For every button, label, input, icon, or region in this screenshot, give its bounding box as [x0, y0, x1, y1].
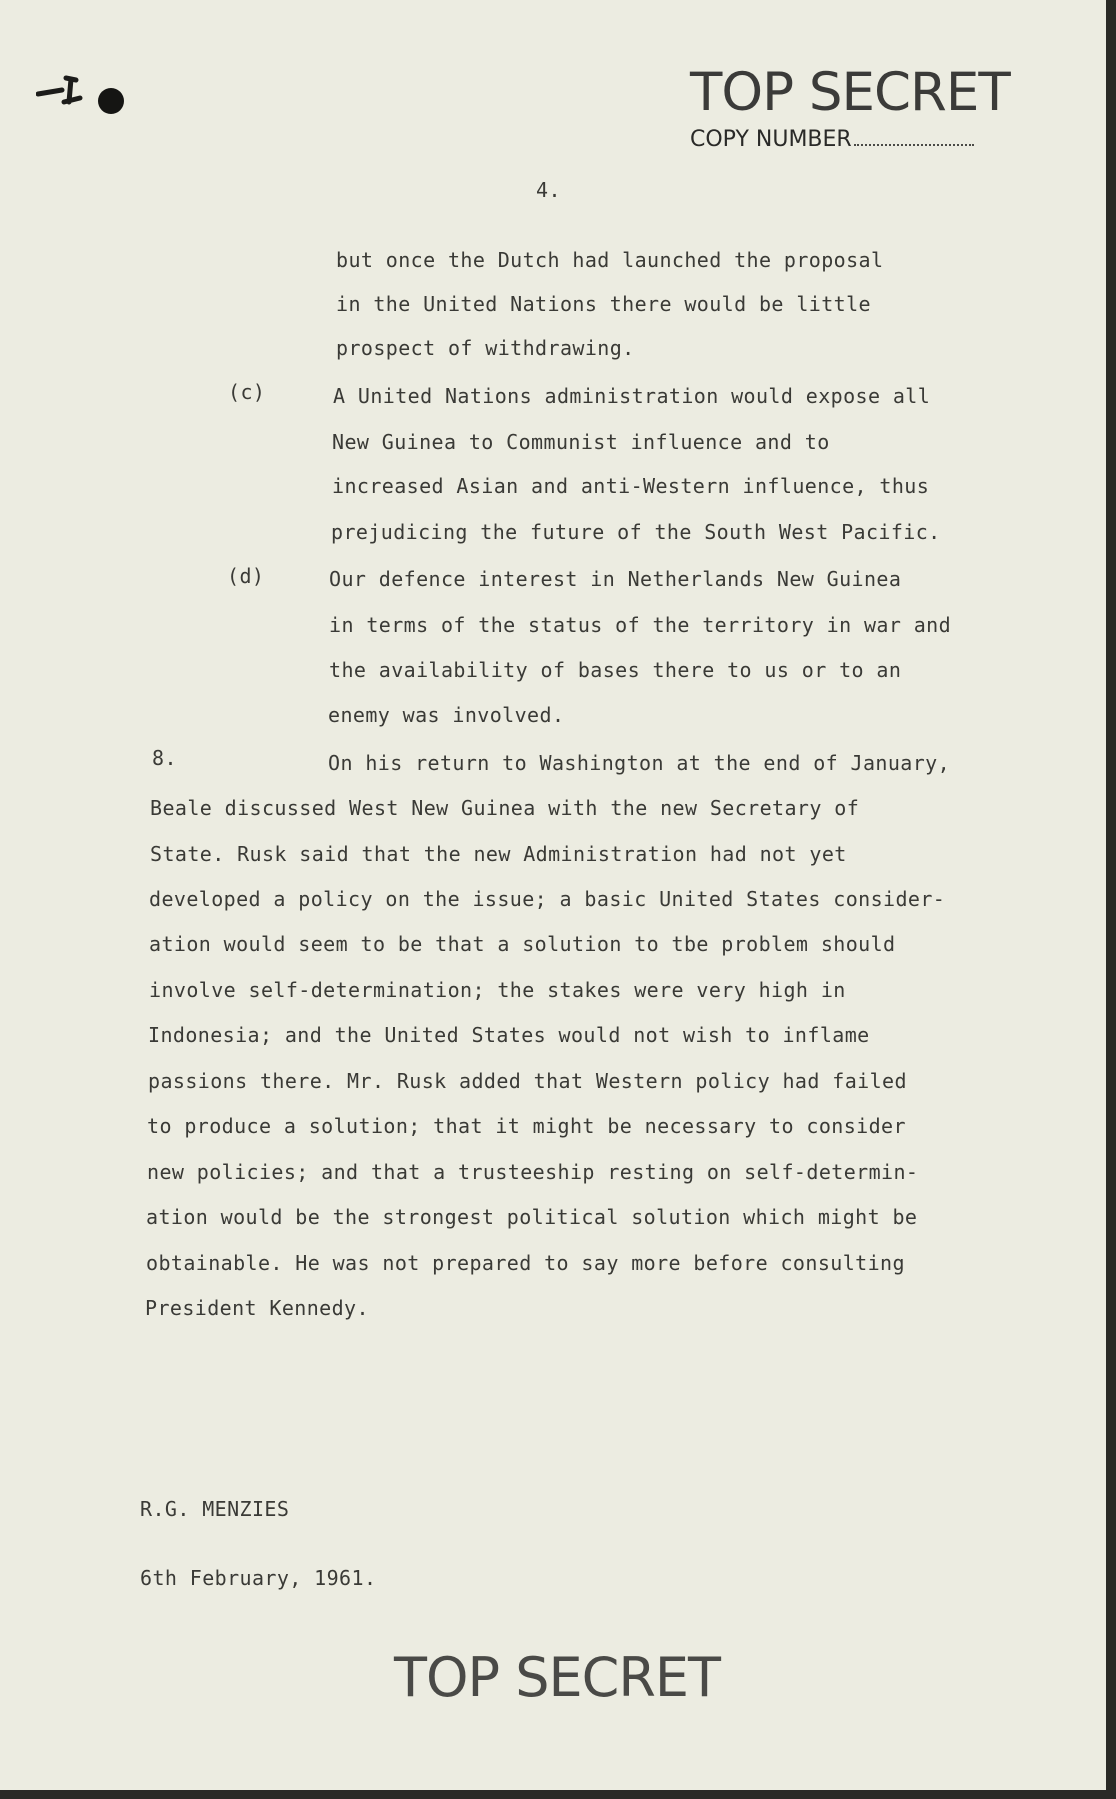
text-line: to produce a solution; that it might be necessary to consider — [147, 1114, 906, 1138]
text-line: State. Rusk said that the new Administration had not yet — [150, 842, 847, 866]
text-line: President Kennedy. — [145, 1296, 369, 1320]
para8-number: 8. — [152, 746, 177, 770]
text-line: New Guinea to Communist influence and to — [332, 430, 830, 454]
text-line: Indonesia; and the United States would not wish to inflame — [148, 1023, 870, 1047]
text-line: enemy was involved. — [328, 703, 565, 727]
text-line: the availability of bases there to us or to an — [329, 658, 902, 682]
document-date: 6th February, 1961. — [140, 1566, 377, 1590]
text-line: developed a policy on the issue; a basic United States consider- — [149, 887, 946, 911]
item-d-label: (d) — [227, 564, 265, 588]
text-line: A United Nations administration would expose all — [333, 384, 931, 408]
text-line: increased Asian and anti-Western influence, thus — [332, 474, 930, 498]
text-line: obtainable. He was not prepared to say more before consulting — [146, 1251, 905, 1275]
classification-footer: TOP SECRET — [394, 1646, 720, 1709]
copy-number-blank — [854, 144, 974, 146]
copy-number-label: COPY NUMBER — [690, 127, 852, 152]
copy-number-field — [690, 129, 974, 151]
page-number: 4. — [536, 178, 561, 202]
text-line: Beale discussed West New Guinea with the new Secretary of — [150, 796, 860, 820]
text-line: ation would be the strongest political solution which might be — [146, 1205, 918, 1229]
text-line: prejudicing the future of the South West Pacific. — [331, 520, 941, 544]
text-line: in the United Nations there would be little — [336, 292, 871, 316]
signature: R.G. MENZIES — [140, 1497, 290, 1521]
text-line: passions there. Mr. Rusk added that Western policy had failed — [148, 1069, 907, 1093]
text-line: new policies; and that a trusteeship resting on self-determin- — [147, 1160, 919, 1184]
text-line: ation would seem to be that a solution to tbe problem should — [149, 932, 896, 956]
text-line: Our defence interest in Netherlands New Guinea — [329, 567, 902, 591]
text-line: in terms of the status of the territory in war and — [329, 613, 952, 637]
text-line: prospect of withdrawing. — [336, 336, 635, 360]
item-c-label: (c) — [228, 380, 266, 404]
text-line: On his return to Washington at the end of January, — [328, 751, 951, 775]
text-line: involve self-determination; the stakes were very high in — [149, 978, 846, 1002]
classification-header: TOP SECRET — [690, 62, 1010, 123]
handwritten-mark-icon — [36, 68, 132, 120]
text-line: but once the Dutch had launched the proposal — [336, 248, 884, 272]
